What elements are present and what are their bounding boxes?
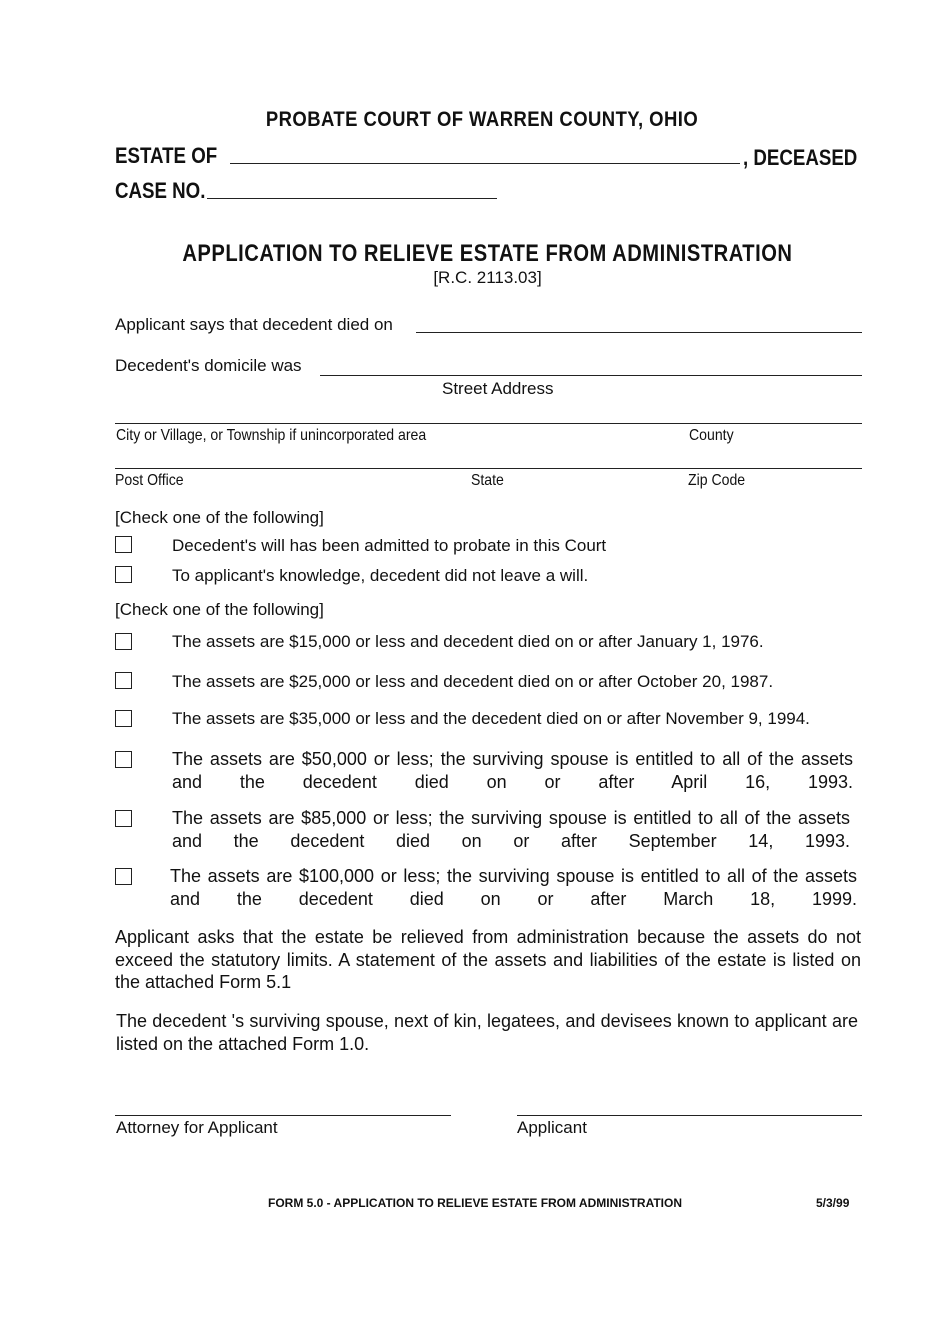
footer-date: 5/3/99	[816, 1196, 850, 1210]
zip-caption: Zip Code	[688, 472, 746, 489]
assets-25000-checkbox[interactable]	[115, 672, 132, 689]
city-county-field[interactable]	[115, 423, 862, 424]
estate-of-label: ESTATE OF	[115, 143, 218, 168]
estate-name-field[interactable]	[230, 163, 740, 164]
will-section-heading: [Check one of the following]	[115, 508, 324, 527]
statute-reference: [R.C. 2113.03]	[433, 268, 542, 287]
assets-25000-label: The assets are $25,000 or less and decedent died on or after October 20, 1987.	[172, 672, 774, 691]
applicant-signature-line[interactable]	[517, 1115, 862, 1116]
county-caption: County	[689, 427, 734, 444]
city-caption: City or Village, or Township if unincorporated area	[116, 427, 427, 444]
relief-request-paragraph: Applicant asks that the estate be relieved from administration because the assets do not exceed the statutory limits. A statement of the assets and liabilities of the estate is listed on the attached Form 5.1	[115, 927, 861, 992]
assets-15000-checkbox[interactable]	[115, 633, 132, 650]
assets-15000-label: The assets are $15,000 or less and decedent died on or after January 1, 1976.	[172, 632, 764, 651]
applicant-signature-label: Applicant	[517, 1118, 587, 1137]
no-will-label: To applicant's knowledge, decedent did not leave a will.	[172, 566, 589, 585]
street-address-caption: Street Address	[442, 379, 554, 398]
assets-35000-label: The assets are $35,000 or less and the decedent died on or after November 9, 1994.	[172, 709, 810, 728]
deceased-label: , DECEASED	[743, 145, 858, 170]
form-title: APPLICATION TO RELIEVE ESTATE FROM ADMINISTRATION	[182, 240, 793, 267]
court-title: PROBATE COURT OF WARREN COUNTY, OHIO	[265, 108, 699, 131]
assets-100000-label: The assets are $100,000 or less; the surviving spouse is entitled to all of the assets and the decedent died on or after March 18, 1999.	[170, 866, 857, 909]
assets-85000-label: The assets are $85,000 or less; the surviving spouse is entitled to all of the assets and the decedent died on or after September 14, 1993.	[172, 808, 850, 851]
no-will-checkbox[interactable]	[115, 566, 132, 583]
case-no-field[interactable]	[207, 198, 497, 199]
attorney-signature-label: Attorney for Applicant	[116, 1118, 278, 1137]
street-address-field[interactable]	[320, 375, 862, 376]
case-no-label: CASE NO.	[115, 178, 206, 203]
assets-35000-checkbox[interactable]	[115, 710, 132, 727]
assets-100000-checkbox[interactable]	[115, 868, 132, 885]
post-office-caption: Post Office	[115, 472, 184, 489]
will-admitted-checkbox[interactable]	[115, 536, 132, 553]
footer-form-id: FORM 5.0 - APPLICATION TO RELIEVE ESTATE FROM ADMINISTRATION	[268, 1196, 683, 1210]
date-of-death-field[interactable]	[416, 332, 862, 333]
domicile-label: Decedent's domicile was	[115, 356, 302, 375]
state-caption: State	[471, 472, 504, 489]
assets-section-heading: [Check one of the following]	[115, 600, 324, 619]
will-admitted-label: Decedent's will has been admitted to probate in this Court	[172, 536, 607, 555]
attorney-signature-line[interactable]	[115, 1115, 451, 1116]
died-on-label: Applicant says that decedent died on	[115, 315, 393, 334]
post-office-state-zip-field[interactable]	[115, 468, 862, 469]
assets-50000-checkbox[interactable]	[115, 751, 132, 768]
assets-50000-label: The assets are $50,000 or less; the surviving spouse is entitled to all of the assets and the decedent died on or after April 16, 1993.	[172, 749, 853, 792]
heirs-paragraph: The decedent 's surviving spouse, next of kin, legatees, and devisees known to applicant are listed on the attached Form 1.0.	[116, 1011, 858, 1054]
assets-85000-checkbox[interactable]	[115, 810, 132, 827]
